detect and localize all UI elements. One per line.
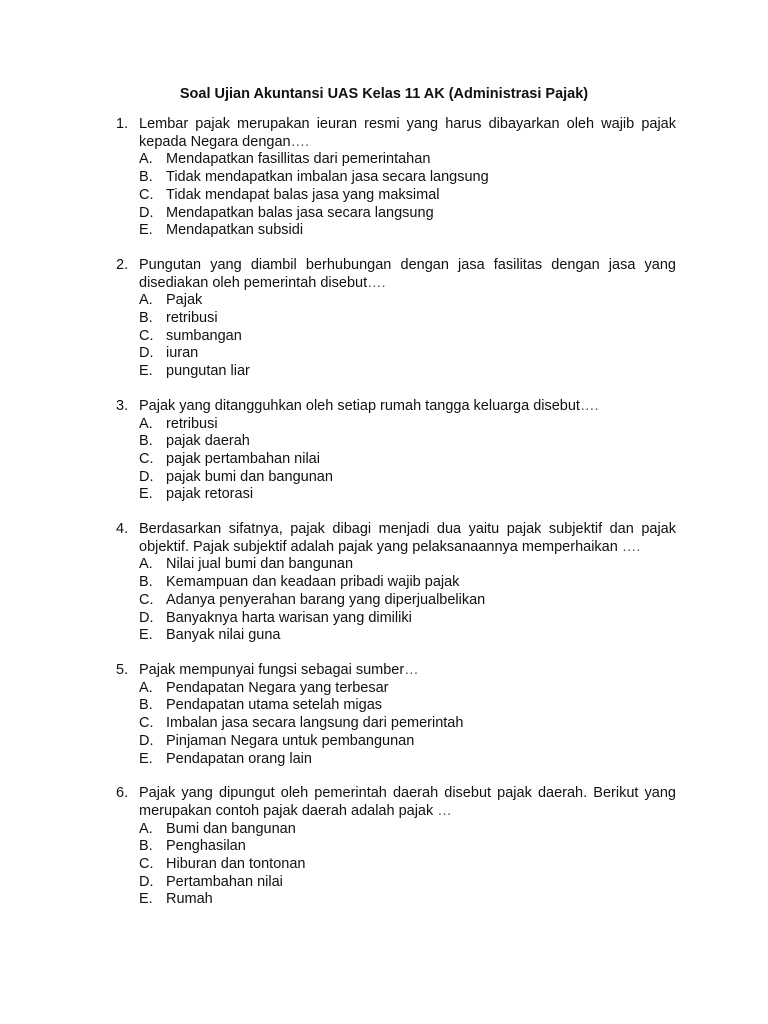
option-b: [139, 169, 676, 187]
option-label: A.: [139, 820, 153, 837]
option-text: pungutan liar: [166, 363, 250, 380]
option-label: D.: [139, 468, 154, 485]
option-list: [116, 292, 676, 381]
question-number: 3.: [116, 397, 129, 414]
option-list: [116, 416, 676, 505]
option-text: Pendapatan utama setelah migas: [166, 697, 383, 714]
question-5: [116, 662, 676, 768]
option-a: [139, 151, 676, 169]
question-dots: …: [404, 661, 419, 678]
option-label: E.: [139, 750, 153, 767]
option-label: B.: [139, 310, 153, 327]
option-text: iuran: [166, 345, 199, 362]
question-list: [116, 116, 676, 926]
option-label: E.: [139, 222, 153, 239]
option-text: Banyak nilai guna: [166, 627, 281, 644]
option-label: B.: [139, 838, 153, 855]
question-number: 4.: [116, 521, 129, 538]
option-a: [139, 416, 676, 434]
option-text: Pendapatan orang lain: [166, 750, 312, 767]
option-b: [139, 310, 676, 328]
option-label: A.: [139, 292, 153, 309]
option-e: [139, 891, 676, 909]
option-c: [139, 856, 676, 874]
option-text: retribusi: [166, 415, 218, 432]
option-label: E.: [139, 486, 153, 503]
option-label: E.: [139, 363, 153, 380]
option-label: C.: [139, 450, 154, 467]
question-number: 5.: [116, 661, 129, 678]
option-label: A.: [139, 415, 153, 432]
question-dots: ….: [290, 133, 310, 150]
option-text: Pertambahan nilai: [166, 873, 283, 890]
option-b: [139, 433, 676, 451]
option-label: B.: [139, 697, 153, 714]
option-label: B.: [139, 169, 153, 186]
question-text: Lembar pajak merupakan ieuran resmi yang harus dibayarkan oleh wajib pajak kepada Negara dengan….: [139, 116, 676, 150]
option-text: Mendapatkan balas jasa secara langsung: [166, 204, 434, 221]
question-number: 1.: [116, 116, 129, 132]
option-text: pajak bumi dan bangunan: [166, 468, 333, 485]
option-label: A.: [139, 679, 153, 696]
question-4: [116, 521, 676, 645]
option-text: Bumi dan bangunan: [166, 820, 296, 837]
question-2: [116, 257, 676, 381]
option-label: C.: [139, 327, 154, 344]
option-text: Rumah: [166, 891, 213, 908]
option-text: pajak pertambahan nilai: [166, 450, 320, 467]
question-6: [116, 785, 676, 909]
question-dots: …: [437, 802, 452, 819]
option-label: C.: [139, 591, 154, 608]
option-text: Pajak: [166, 292, 203, 309]
option-text: Pinjaman Negara untuk pembangunan: [166, 732, 415, 749]
option-text: pajak daerah: [166, 433, 250, 450]
option-text: pajak retorasi: [166, 486, 254, 503]
option-label: D.: [139, 732, 154, 749]
document-title: Soal Ujian Akuntansi UAS Kelas 11 AK (Administrasi Pajak): [179, 86, 589, 102]
option-label: D.: [139, 609, 154, 626]
question-3: [116, 398, 676, 504]
option-c: [139, 451, 676, 469]
question-number: 6.: [116, 785, 129, 802]
option-list: [116, 556, 676, 645]
option-a: [139, 821, 676, 839]
question-text: Berdasarkan sifatnya, pajak dibagi menjadi dua yaitu pajak subjektif dan pajak objektif. Pajak subjektif adalah pajak yang pelaksanaannya memperhaikan ….: [139, 521, 676, 555]
option-a: [139, 680, 676, 698]
option-a: [139, 292, 676, 310]
option-a: [139, 556, 676, 574]
option-label: B.: [139, 433, 153, 450]
option-text: Banyaknya harta warisan yang dimiliki: [166, 609, 412, 626]
option-c: [139, 187, 676, 205]
option-label: C.: [139, 186, 154, 203]
option-label: D.: [139, 204, 154, 221]
option-d: [139, 610, 676, 628]
option-label: E.: [139, 891, 153, 908]
option-label: C.: [139, 715, 154, 732]
option-b: [139, 838, 676, 856]
question-number: 2.: [116, 256, 129, 273]
option-label: A.: [139, 556, 153, 573]
option-text: Mendapatkan fasillitas dari pemerintahan: [166, 151, 431, 168]
option-e: [139, 363, 676, 381]
option-label: A.: [139, 151, 153, 168]
option-d: [139, 205, 676, 223]
option-text: Imbalan jasa secara langsung dari pemerintah: [166, 715, 464, 732]
option-label: C.: [139, 856, 154, 873]
option-e: [139, 751, 676, 769]
option-text: retribusi: [166, 310, 218, 327]
question-1: [116, 116, 676, 240]
question-text: Pungutan yang diambil berhubungan dengan jasa fasilitas dengan jasa yang disediakan oleh pemerintah disebut….: [139, 256, 676, 291]
option-text: Kemampuan dan keadaan pribadi wajib pajak: [166, 574, 460, 591]
option-text: Pendapatan Negara yang terbesar: [166, 679, 389, 696]
question-text: Pajak mempunyai fungsi sebagai sumber…: [139, 661, 419, 678]
option-b: [139, 574, 676, 592]
option-text: Penghasilan: [166, 838, 246, 855]
question-dots: ….: [579, 397, 599, 414]
option-c: [139, 715, 676, 733]
option-list: [116, 680, 676, 769]
option-text: sumbangan: [166, 327, 242, 344]
question-dots: ….: [621, 538, 641, 555]
option-text: Nilai jual bumi dan bangunan: [166, 556, 354, 573]
option-text: Tidak mendapat balas jasa yang maksimal: [166, 186, 440, 203]
option-text: Adanya penyerahan barang yang diperjualbelikan: [166, 591, 486, 608]
option-e: [139, 486, 676, 504]
option-c: [139, 328, 676, 346]
option-d: [139, 469, 676, 487]
option-c: [139, 592, 676, 610]
option-text: Hiburan dan tontonan: [166, 856, 306, 873]
option-b: [139, 697, 676, 715]
option-label: E.: [139, 627, 153, 644]
option-label: B.: [139, 574, 153, 591]
option-label: D.: [139, 345, 154, 362]
option-label: D.: [139, 873, 154, 890]
question-text: Pajak yang dipungut oleh pemerintah daerah disebut pajak daerah. Berikut yang merupakan contoh pajak daerah adalah pajak …: [139, 785, 676, 819]
option-list: [116, 821, 676, 910]
option-e: [139, 627, 676, 645]
option-list: [116, 151, 676, 240]
option-text: Tidak mendapatkan imbalan jasa secara langsung: [166, 169, 489, 186]
option-d: [139, 874, 676, 892]
option-text: Mendapatkan subsidi: [166, 222, 304, 239]
question-dots: ….: [367, 274, 386, 291]
option-d: [139, 345, 676, 363]
option-e: [139, 222, 676, 240]
question-text: Pajak yang ditangguhkan oleh setiap rumah tangga keluarga disebut….: [139, 397, 599, 414]
option-d: [139, 733, 676, 751]
